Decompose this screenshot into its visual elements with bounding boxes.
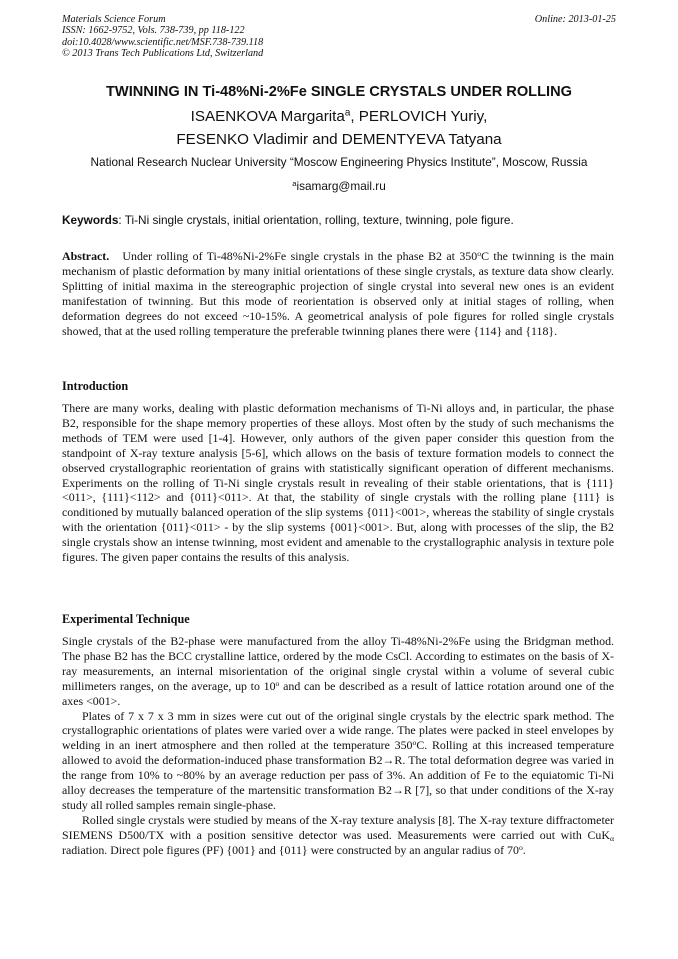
issn-line: ISSN: 1662-9752, Vols. 738-739, pp 118-122 <box>62 25 245 37</box>
degree-mark: o <box>412 738 417 748</box>
degree-mark: o <box>518 842 523 852</box>
experimental-text <box>62 634 614 858</box>
paragraph <box>62 813 614 858</box>
degree-mark: o <box>477 248 482 258</box>
journal-header <box>62 14 422 59</box>
abstract-text: Under rolling of Ti-48%Ni-2%Fe single crystals in the phase B2 at 350 <box>122 249 478 263</box>
paragraph-text: Plates of 7 x 7 x 3 mm in sizes were cut out of the original single crystals by the electric spark method. The crystallographic orientations of plates were varied over a wide range. The plates were packed in steel envelopes by welding in an inert atmosphere and then rolled at the temperature 350 <box>62 708 614 753</box>
paragraph <box>62 709 614 813</box>
affiliation-mark: a <box>292 178 297 188</box>
abstract <box>62 249 614 338</box>
affiliation-mark: a <box>344 107 351 119</box>
keywords-label: Keywords <box>62 213 119 227</box>
paragraph: There are many works, dealing with plastic deformation mechanisms of Ti-Ni alloys and, in particular, the phase B2, responsible for the shape memory properties of these alloys. Most often by the study of such mechanisms the methods of TEM were used [1-4]. However, only authors of the given paper consider this question from the standpoint of X-ray texture analysis [5-6], which allows on the basis of texture formation models to connect the observed crystallographic reorientation of grains with statistically significant operation of different mechanisms. Experiments on the rolling of Ti-Ni single crystals result in revealing of their stable orientations, that is {111}<011>, {111}<112> and {011}<011>. At that, the stability of single crystals with the rolling plane {111} is conditioned by mutually balanced operation of the slip systems {011}<001>, whereas the stability of single crystals with the orientation {011}<011> - by the slip systems {001}<001>. But, along with processes of the slip, the B2 single crystals show an intense twinning, most evident and amenable to the crystallographic analysis in texture pole figures. The given paper contains the results of this analysis. <box>62 401 614 565</box>
copyright-line: © 2013 Trans Tech Publications Ltd, Switzerland <box>62 47 264 59</box>
authors-line-2: FESENKO Vladimir and DEMENTYEVA Tatyana <box>176 130 502 148</box>
subscript-alpha: α <box>609 833 614 843</box>
abstract-text: C the twinning is the main mechanism of plastic deformation by many initial orientations of these single crystals, as texture data show clearly. Splitting of initial maxima in the stereographic projection of single crystal into several new ones is an evident manifestation of twinning. But this mode of reorientation is observed only at initial stages of rolling, when deformation degrees do not exceed ~10-15%. A geometrical analysis of pole figures for rolled single crystals showed, that at the used rolling temperature the preferable twinning planes there were {114} and {118}. <box>62 249 614 338</box>
journal-name: Materials Science Forum <box>62 14 166 25</box>
introduction-text <box>62 401 614 565</box>
degree-mark: o <box>275 678 280 688</box>
authors-line-1 <box>40 106 638 129</box>
author-names: , PERLOVICH Yuriy, <box>350 108 488 125</box>
paper-title: TWINNING IN Ti-48%Ni-2%Fe SINGLE CRYSTALS UNDER ROLLING <box>106 84 572 100</box>
author-name: ISAENKOVA Margarita <box>190 108 345 125</box>
keywords <box>62 212 622 228</box>
doi-line[interactable]: doi:10.4028/www.scientific.net/MSF.738-739.118 <box>62 36 264 48</box>
paragraph-text: C. Rolling at this increased temperature allowed to avoid the deformation-induced phase transformation B2→R. The total deformation degree was varied in the range from 10% to ~80% by an average reduction per pass of 3%. An addition of Fe to the equiatomic Ti-Ni alloy decreases the temperature of the martensitic transformation B2→R [7], so that under conditions of the X-ray study all rolled samples remain single-phase. <box>62 738 614 812</box>
paragraph-text: Single crystals of the B2-phase were manufactured from the alloy Ti-48%Ni-2%Fe using the Bridgman method. The phase B2 has the BCC crystalline lattice, ordered by the mode CsCl. According to estimates on the basis of X-ray measurements, an internal misorientation of the original single crystal within a volume of several cubic millimeters ranges, on the average, up to 10 <box>62 634 614 693</box>
paragraph <box>62 634 614 709</box>
paragraph-text: radiation. Direct pole figures (PF) {001} and {011} were constructed by an angular radius of 70 <box>62 842 519 857</box>
author-list <box>40 106 638 151</box>
abstract-label: Abstract. <box>62 249 110 263</box>
author-email <box>40 178 638 194</box>
paragraph-text: and can be described as a result of lattice rotation around one of the axes <001>. <box>62 678 614 708</box>
section-heading-experimental: Experimental Technique <box>62 612 190 626</box>
section-heading-introduction: Introduction <box>62 379 129 393</box>
online-date: Online: 2013-01-25 <box>534 14 616 25</box>
paragraph-text: . <box>522 842 526 857</box>
paragraph-text: Rolled single crystals were studied by means of the X-ray texture analysis [8]. The X-ray texture diffractometer SIEMENS D500/TX with a position sensitive detector was used. Measurements were carried out with CuK <box>62 812 614 842</box>
email-address[interactable]: isamarg@mail.ru <box>296 179 386 193</box>
keywords-text: : Ti-Ni single crystals, initial orientation, rolling, texture, twinning, pole figure. <box>118 213 514 227</box>
affiliation: National Research Nuclear University “Moscow Engineering Physics Institute”, Moscow, Russia <box>90 155 588 169</box>
